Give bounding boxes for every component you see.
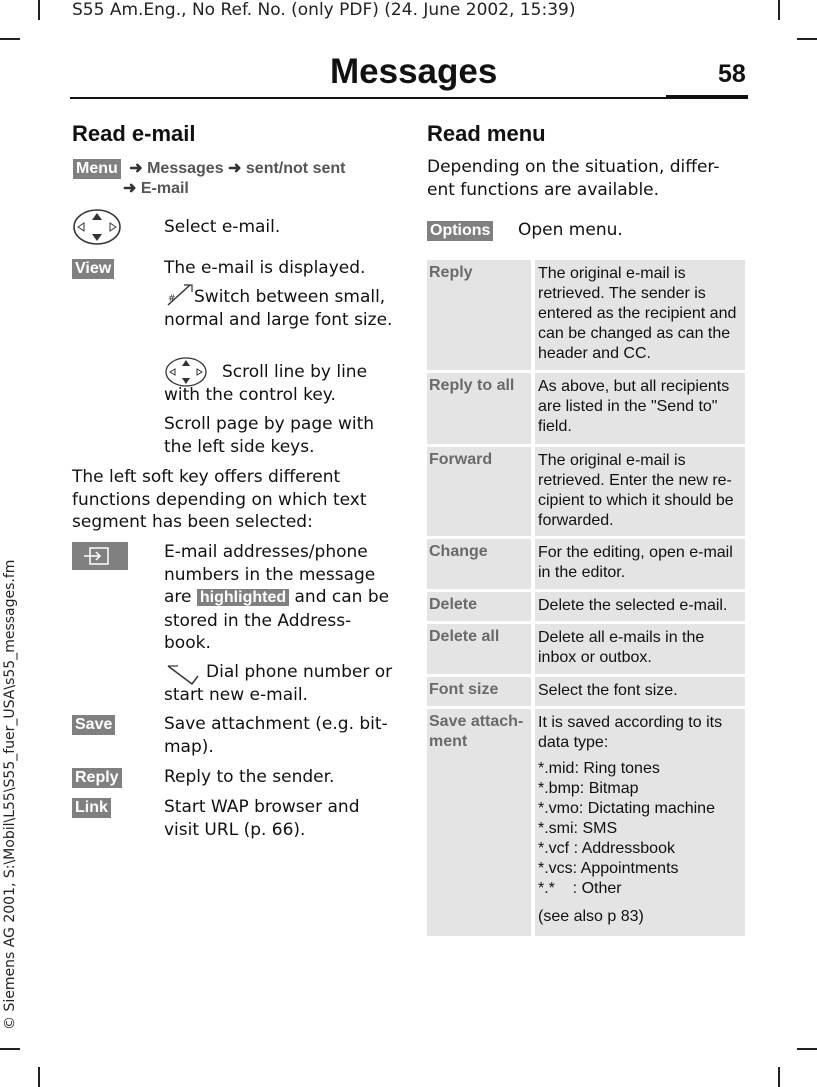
type-item: *.vmo: Dictating machine (538, 800, 715, 817)
link-key-wrap (72, 796, 111, 819)
table-key-cell (427, 539, 531, 589)
row-text: Select the font size. (538, 682, 678, 699)
type-item: *.mid: Ring tones (538, 760, 660, 777)
table-value-cell (535, 539, 745, 589)
table-row (427, 624, 745, 674)
row-key: Delete all (429, 628, 500, 645)
row-key: Save attach-ment (429, 713, 524, 750)
read-email-heading: Read e-mail (72, 121, 196, 146)
save-key: Save (72, 715, 115, 735)
type-item: *.vcs: Appointments (538, 860, 679, 877)
type-item: *.bmp: Bitmap (538, 780, 639, 797)
table-row (427, 592, 745, 621)
scroll-page-text: Scroll page by page with the left side keys. (164, 414, 375, 457)
path-email: E-mail (140, 180, 189, 197)
copyright-side-text: © Siemens AG 2001, S:\Mobil\L55\S55_fuer_USA\s55_messages.fm (2, 559, 18, 1030)
running-header: S55 Am.Eng., No Ref. No. (only PDF) (24. June 2002, 15:39) (72, 0, 576, 20)
row-text: Delete the selected e-mail. (538, 597, 728, 614)
row-key: Font size (429, 681, 499, 698)
type-item: *.smi: SMS (538, 820, 618, 837)
path-messages: Messages (147, 160, 224, 177)
save-text: Save attachment (e.g. bit-map). (164, 714, 388, 757)
table-row (427, 447, 745, 536)
scroll-line-text: Scroll line by line with the control key. (164, 362, 368, 405)
type-item: *.* : Other (538, 880, 622, 897)
row-text: It is saved according to its data type: (538, 714, 723, 751)
page-number: 58 (718, 60, 746, 88)
row-text: As above, but all recipients are listed in the "Send to" field. (538, 378, 730, 435)
arrow-icon: ➜ (228, 160, 242, 177)
table-key-cell (427, 677, 531, 706)
reply-text: Reply to the sender. (164, 767, 335, 787)
view-text: The e-mail is displayed. (164, 258, 366, 278)
table-row (427, 539, 745, 589)
address-text-post: and can be stored in the Address-book. (164, 587, 390, 653)
svg-text:#: # (168, 294, 176, 304)
save-key-wrap (72, 713, 115, 736)
path-sent-not-sent: sent/not sent (245, 160, 346, 177)
reply-key-wrap (72, 766, 122, 789)
table-key-cell (427, 709, 531, 936)
page-number-rule (666, 95, 748, 99)
title-rule (70, 97, 747, 99)
row-key: Change (429, 543, 488, 560)
crop-mark (0, 1048, 20, 1050)
view-key: View (72, 259, 114, 279)
reply-key: Reply (72, 768, 122, 788)
read-menu-heading: Read menu (427, 121, 546, 146)
table-key-cell (427, 447, 531, 536)
menu-key: Menu (73, 159, 121, 179)
table-value-cell (535, 709, 745, 936)
highlighted-key: highlighted (197, 589, 289, 606)
row-text: The original e-mail is retrieved. Enter the new re-cipient to which it should be forwarded. (538, 452, 734, 529)
crop-mark (778, 1067, 780, 1087)
table-row (427, 260, 745, 370)
crop-mark (797, 1048, 817, 1050)
arrow-icon: ➜ (123, 180, 137, 197)
table-key-cell (427, 592, 531, 621)
address-text (164, 541, 394, 655)
type-item: *.vcf : Addressbook (538, 840, 675, 857)
table-value-cell (535, 260, 745, 370)
table-row (427, 373, 745, 444)
view-key-wrap (72, 257, 114, 280)
table-row (427, 677, 745, 706)
row-key: Reply to all (429, 377, 515, 394)
address-text-pre: E-mail addresses/phone numbers in the message are (164, 542, 376, 607)
link-key: Link (72, 798, 111, 818)
options-text: Open menu. (518, 220, 623, 240)
table-value-cell (535, 677, 745, 706)
menu-path (73, 159, 345, 199)
table-value-cell (535, 624, 745, 674)
link-text: Start WAP browser and visit URL (p. 66). (164, 797, 360, 840)
control-key-icon (72, 208, 122, 246)
crop-mark (0, 38, 20, 40)
options-key-wrap (427, 219, 493, 242)
see-also-text: (see also p 83) (538, 908, 644, 925)
soft-key-text: The left soft key offers different functions depending on which text segment has been selected: (72, 467, 367, 532)
crop-mark (38, 0, 40, 20)
table-key-cell (427, 260, 531, 370)
options-key: Options (427, 221, 493, 241)
table-row (427, 709, 745, 936)
row-key: Forward (429, 451, 493, 468)
row-text: For the editing, open e-mail in the editor. (538, 544, 733, 581)
dial-text: Dial phone number or start new e-mail. (164, 662, 393, 705)
row-key: Reply (429, 264, 473, 281)
table-value-cell (535, 592, 745, 621)
table-value-cell (535, 373, 745, 444)
table-key-cell (427, 373, 531, 444)
crop-mark (797, 38, 817, 40)
crop-mark (778, 0, 780, 20)
address-book-key-icon (72, 542, 128, 570)
row-key: Delete (429, 596, 478, 613)
read-menu-intro: Depending on the situation, differ-ent functions are available. (427, 157, 720, 200)
crop-mark (38, 1067, 40, 1087)
table-key-cell (427, 624, 531, 674)
select-email-text: Select e-mail. (164, 217, 281, 237)
save-attachment-content (538, 713, 743, 927)
arrow-icon: ➜ (129, 160, 143, 177)
table-value-cell (535, 447, 745, 536)
row-text: Delete all e-mails in the inbox or outbox. (538, 629, 705, 666)
page-title: Messages (330, 52, 498, 91)
switch-font-text: Switch between small, normal and large font size. (164, 287, 393, 330)
row-text: The original e-mail is retrieved. The sender is entered as the recipient and can be changed as can the header and CC. (538, 265, 737, 362)
